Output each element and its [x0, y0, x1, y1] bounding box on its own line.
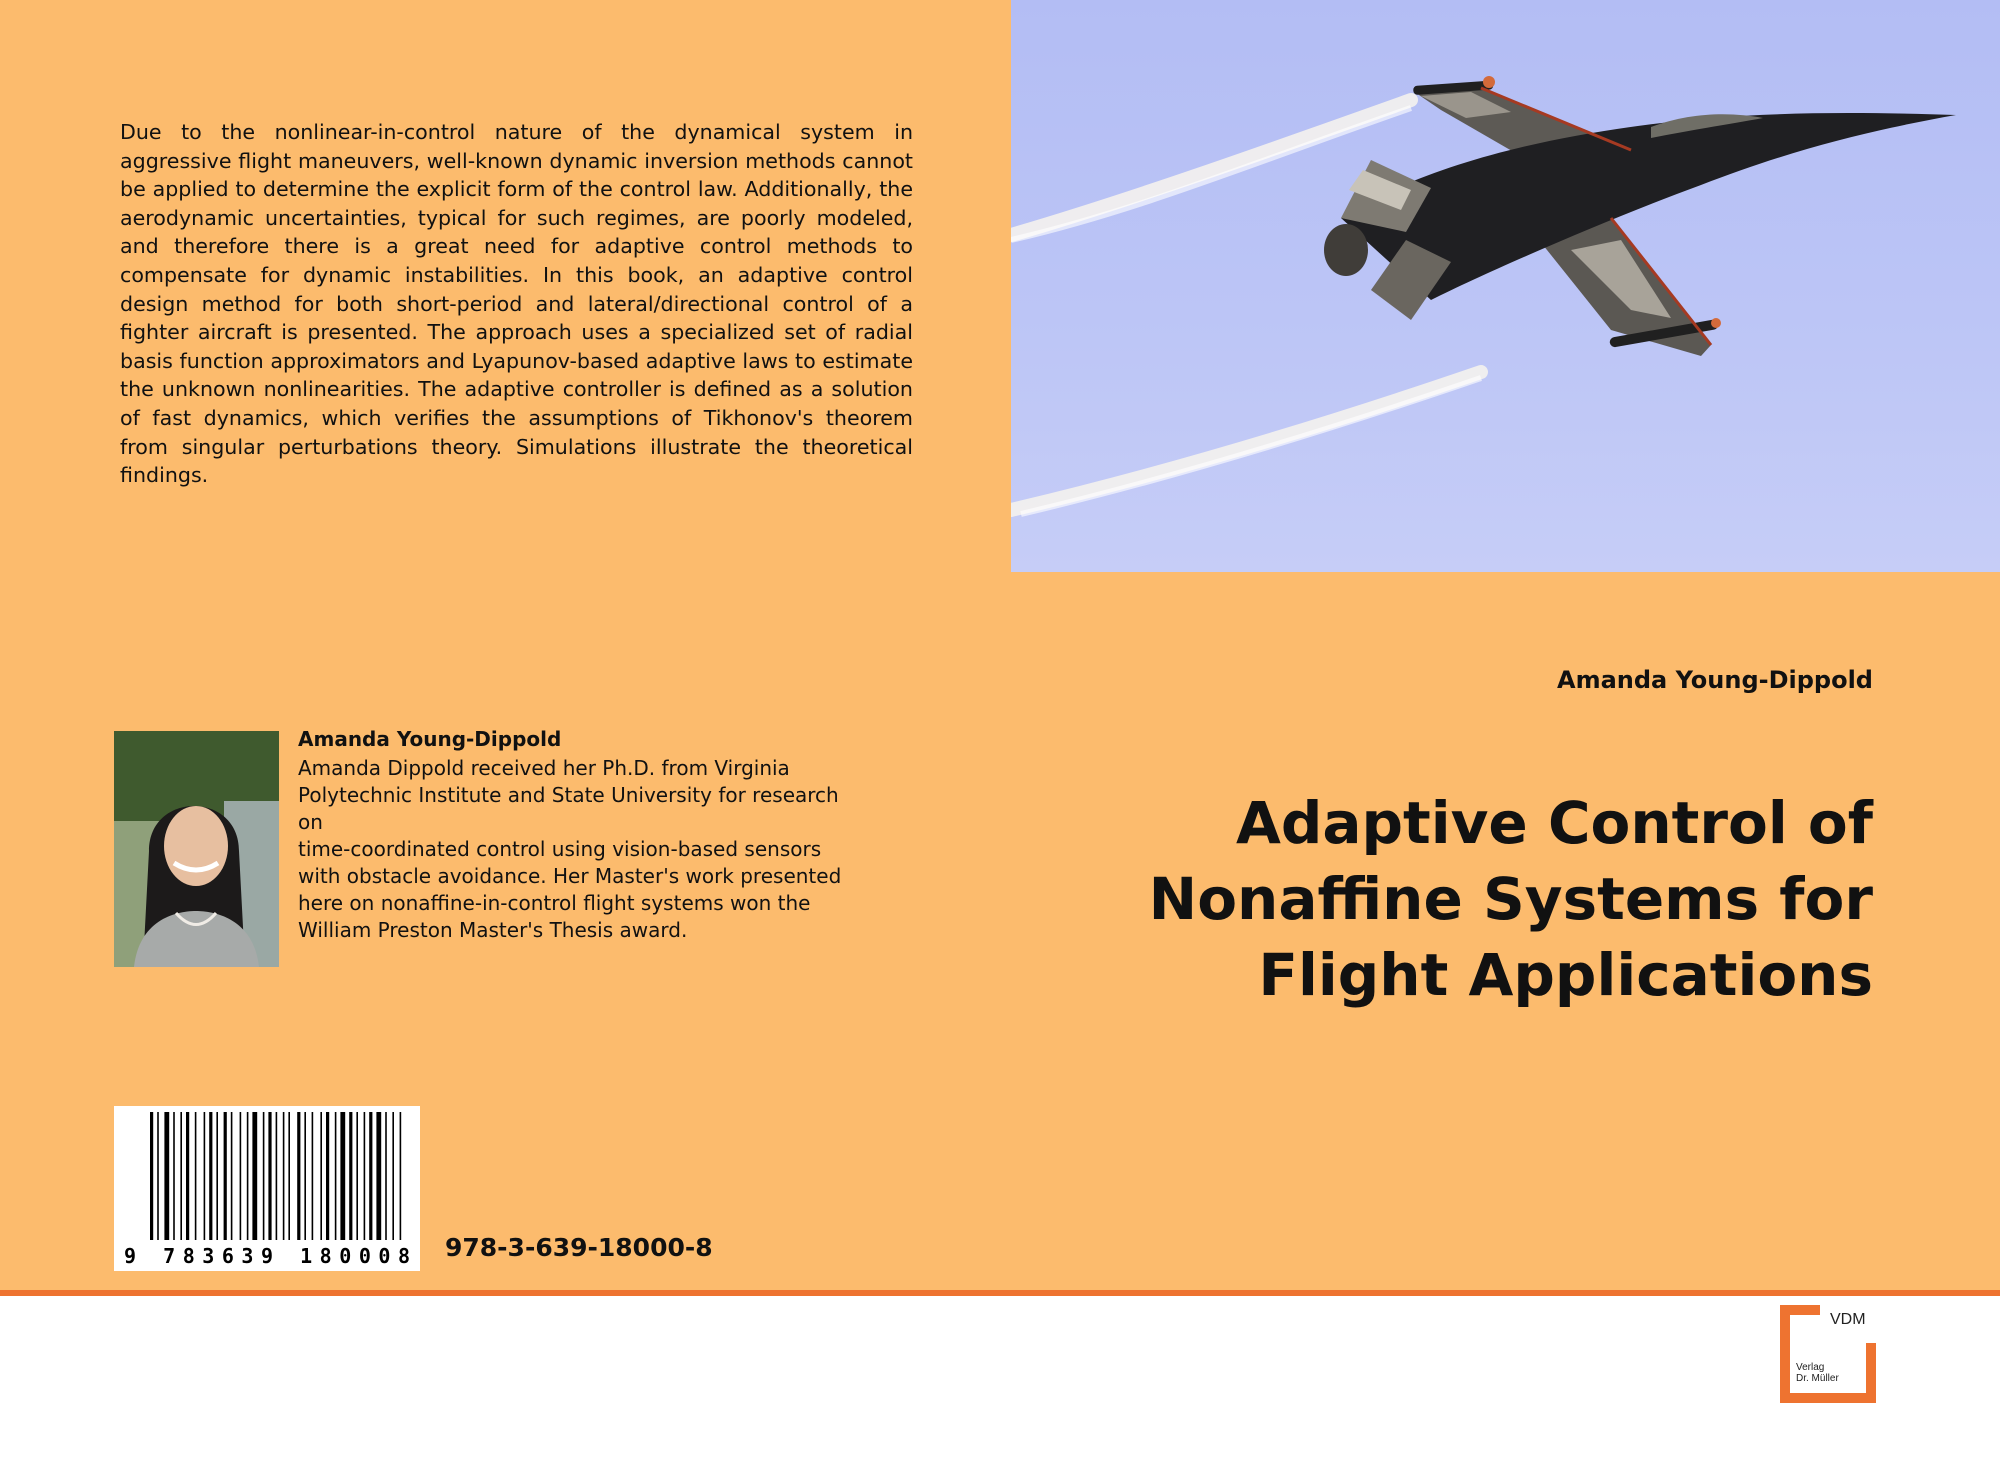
- barcode-bar: [180, 1112, 182, 1240]
- logo-sub-line: Dr. Müller: [1796, 1373, 1839, 1384]
- isbn-barcode: [114, 1106, 420, 1271]
- back-cover-blurb: Due to the nonlinear-in-control nature of the dynamical system in aggressive flight maneuvers, well-known dynamic inversion methods cannot be applied to determine the explicit form of the control law. Additionally, the aerodynamic uncertainties, typical for such regimes, are poorly modeled, and therefore there is a great need for adaptive control methods to compensate for dynamic instabilities. In this book, an adaptive control design method for both short-period and lateral/directional control of a fighter aircraft is presented. The approach uses a specialized set of radial basis function approximators and Lyapunov-based adaptive laws to estimate the unknown nonlinearities. The adaptive controller is defined as a solution of fast dynamics, which verifies the assumptions of Tikhonov's theorem from singular perturbations theory. Simulations illustrate the theoretical findings.: [120, 120, 913, 488]
- barcode-bar: [349, 1112, 352, 1240]
- barcode-bar: [216, 1112, 218, 1240]
- author-photo: [114, 731, 279, 967]
- fighter-jet-photo: [1011, 0, 2000, 572]
- barcode-bar: [335, 1112, 337, 1240]
- bio-line: here on nonaffine-in-control flight systems won the: [298, 891, 811, 915]
- barcode-bar: [312, 1112, 314, 1240]
- barcode-bar: [157, 1112, 159, 1240]
- bio-line: Amanda Dippold received her Ph.D. from Virginia: [298, 756, 790, 780]
- bio-line: time-coordinated control using vision-based sensors: [298, 837, 822, 861]
- barcode-bar: [240, 1112, 242, 1240]
- barcode-bar: [283, 1112, 285, 1240]
- barcode-bar: [164, 1112, 169, 1240]
- book-title: [1100, 785, 1873, 1013]
- barcode-bar: [268, 1112, 271, 1240]
- barcode-bar: [224, 1112, 227, 1240]
- barcode-bar: [288, 1112, 290, 1240]
- barcode-bar: [247, 1112, 249, 1240]
- barcode-bar: [340, 1112, 345, 1240]
- barcode-bar: [231, 1112, 233, 1240]
- bio-author-name: Amanda Young-Dippold: [298, 727, 562, 751]
- barcode-bar: [186, 1112, 189, 1240]
- barcode-bar: [376, 1112, 381, 1240]
- barcode-bar: [369, 1112, 372, 1240]
- bio-line: William Preston Master's Thesis award.: [298, 918, 688, 942]
- barcode-bar: [326, 1112, 329, 1240]
- bio-text: [298, 755, 868, 944]
- barcode-bar: [204, 1112, 206, 1240]
- logo-subtext: [1796, 1362, 1839, 1384]
- barcode-bar: [195, 1112, 197, 1240]
- bio-line: Polytechnic Institute and State University for research on: [298, 783, 839, 834]
- barcode-bar: [385, 1112, 387, 1240]
- barcode-bar: [173, 1112, 175, 1240]
- barcode-bar: [356, 1112, 358, 1240]
- barcode-bar: [263, 1112, 265, 1240]
- barcode-bar: [297, 1112, 300, 1240]
- front-cover-author: Amanda Young-Dippold: [1557, 666, 1873, 694]
- barcode-bar: [364, 1112, 366, 1240]
- barcode-digits: 9 783639 180008: [124, 1244, 410, 1268]
- barcode-bar: [400, 1112, 402, 1240]
- logo-vdm-text: VDM: [1830, 1311, 1866, 1328]
- barcode-bar: [320, 1112, 322, 1240]
- title-line: Flight Applications: [1258, 941, 1873, 1009]
- logo-sub-line: Verlag: [1796, 1362, 1825, 1373]
- barcode-bar: [252, 1112, 257, 1240]
- publisher-logo: [1780, 1305, 1876, 1403]
- barcode-bar: [392, 1112, 394, 1240]
- barcode-bar: [276, 1112, 278, 1240]
- title-line: Adaptive Control of: [1235, 789, 1873, 857]
- bio-line: with obstacle avoidance. Her Master's work presented: [298, 864, 842, 888]
- barcode-bar: [304, 1112, 306, 1240]
- title-line: Nonaffine Systems for: [1148, 865, 1873, 933]
- accent-rule: [0, 1290, 2000, 1296]
- barcode-bar: [209, 1112, 212, 1240]
- barcode-bar: [150, 1112, 153, 1240]
- isbn-number: 978-3-639-18000-8: [445, 1233, 713, 1262]
